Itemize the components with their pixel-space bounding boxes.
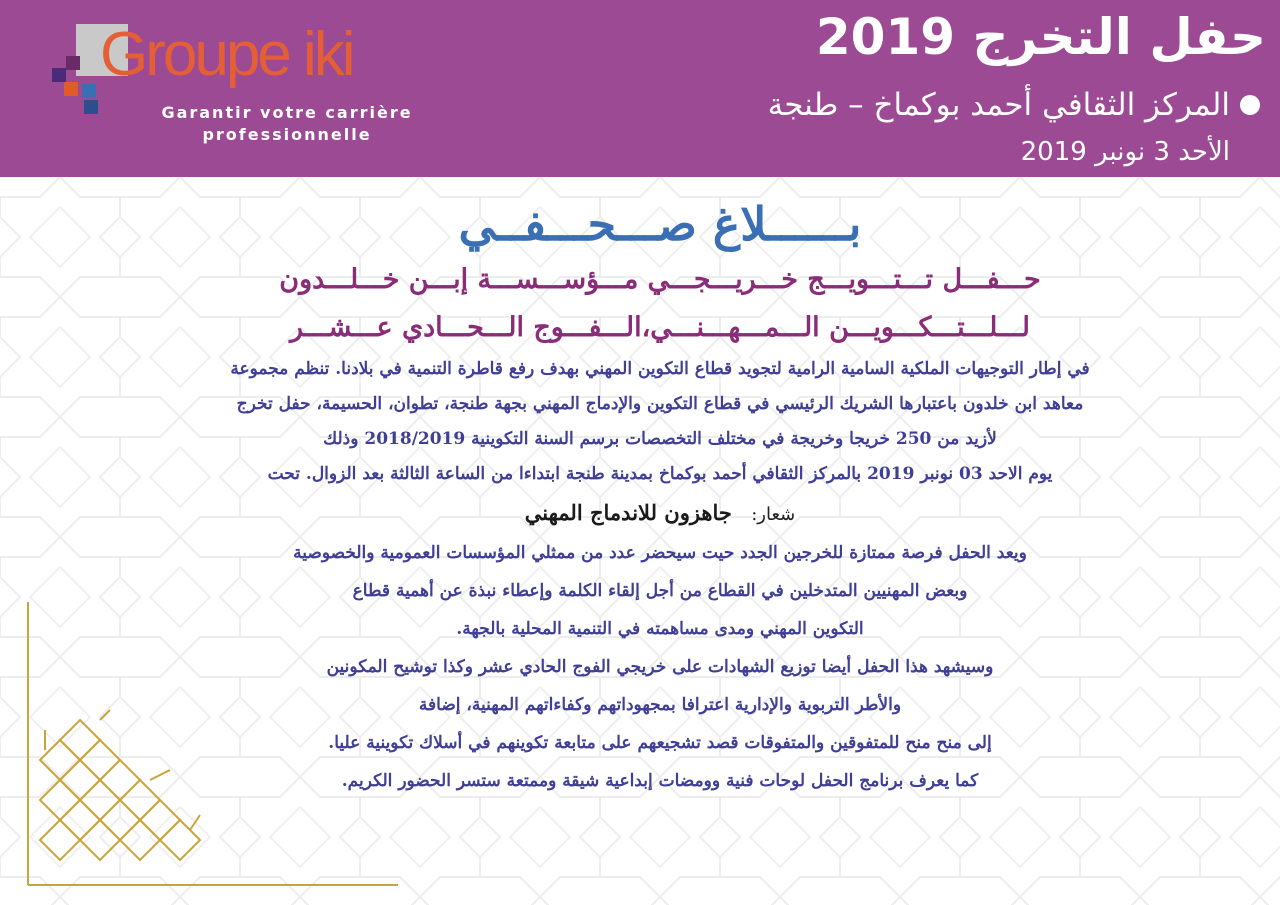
event-title: حفل التخرج 2019	[815, 8, 1266, 66]
event-date: الأحد 3 نونبر 2019	[1020, 137, 1230, 167]
details-line: والأطر التربوية والإدارية اعترافا بمجهوداتهم وكفاءاتهم المهنية، إضافة	[418, 695, 902, 715]
ceremony-subtitle-1: حـــفـــل تـــتـــويـــج خـــريـــجـــي مـــؤســـســـة إبـــن خـــلـــدون	[279, 264, 1041, 295]
header-band	[0, 0, 1280, 177]
slogan-text: جاهزون للاندماج المهني	[524, 500, 732, 525]
intro-line: لأزيد من 250 خريجا وخريجة في مختلف التخصصات برسم السنة التكوينية 2018/2019 وذلك	[323, 429, 997, 449]
venue-line	[768, 84, 1260, 126]
logo-wordmark: Groupe iki	[100, 20, 353, 89]
logo-tagline	[112, 102, 462, 146]
press-release	[90, 180, 1230, 800]
intro-paragraph	[90, 352, 1230, 492]
logo-tagline-line-2: professionnelle	[202, 125, 372, 144]
slogan-label: شعار:	[751, 504, 796, 525]
details-line: إلى منح منح للمتفوقين والمتفوقات قصد تشجيعهم على متابعة تكوينهم في أسلاك تكوينية عليا.	[328, 733, 992, 753]
slogan-row	[90, 494, 1230, 534]
groupe-iki-logo	[48, 18, 448, 168]
intro-line: يوم الاحد 03 نونبر 2019 بالمركز الثقافي أحمد بوكماخ بمدينة طنجة ابتداءا من الساعة الثالثة بعد الزوال. تحت	[267, 464, 1053, 484]
details-line: التكوين المهني ومدى مساهمته في التنمية المحلية بالجهة.	[456, 619, 864, 639]
details-line: وبعض المهنيين المتدخلين في القطاع من أجل إلقاء الكلمة وإعطاء نبذة عن أهمية قطاع	[352, 581, 968, 601]
intro-line: في إطار التوجيهات الملكية السامية الرامية لتجويد قطاع التكوين المهني بهدف رفع قاطرة التنمية في بلادنا. تنظم مجموعة	[230, 359, 1090, 379]
details-line: كما يعرف برنامج الحفل لوحات فنية وومضات إبداعية شيقة وممتعة ستسر الحضور الكريم.	[341, 771, 979, 791]
intro-line: معاهد ابن خلدون باعتبارها الشريك الرئيسي في قطاع التكوين والإدماج المهني بجهة طنجة، تطوان، الحسيمة، حفل تخرج	[236, 394, 1084, 414]
details-paragraph	[90, 534, 1230, 800]
press-release-title: بــــــلاغ صـــحـــفــي	[458, 197, 862, 251]
details-line: وسيشهد هذا الحفل أيضا توزيع الشهادات على خريجي الفوج الحادي عشر وكذا توشيح المكونين	[326, 657, 994, 677]
details-line: ويعد الحفل فرصة ممتازة للخرجين الجدد حيت سيحضر عدد من ممثلي المؤسسات العمومية والخصوصية	[293, 543, 1027, 563]
bullet-dot-icon	[1240, 95, 1260, 115]
venue-text: المركز الثقافي أحمد بوكماخ – طنجة	[767, 87, 1230, 123]
logo-tagline-line-1: Garantir votre carrière	[161, 103, 413, 122]
ceremony-subtitle-2: لـــلـــتـــكـــويـــن الـــمـــهـــنـــي،الـــفـــوج الـــحـــادي عـــشـــر	[290, 312, 1030, 343]
